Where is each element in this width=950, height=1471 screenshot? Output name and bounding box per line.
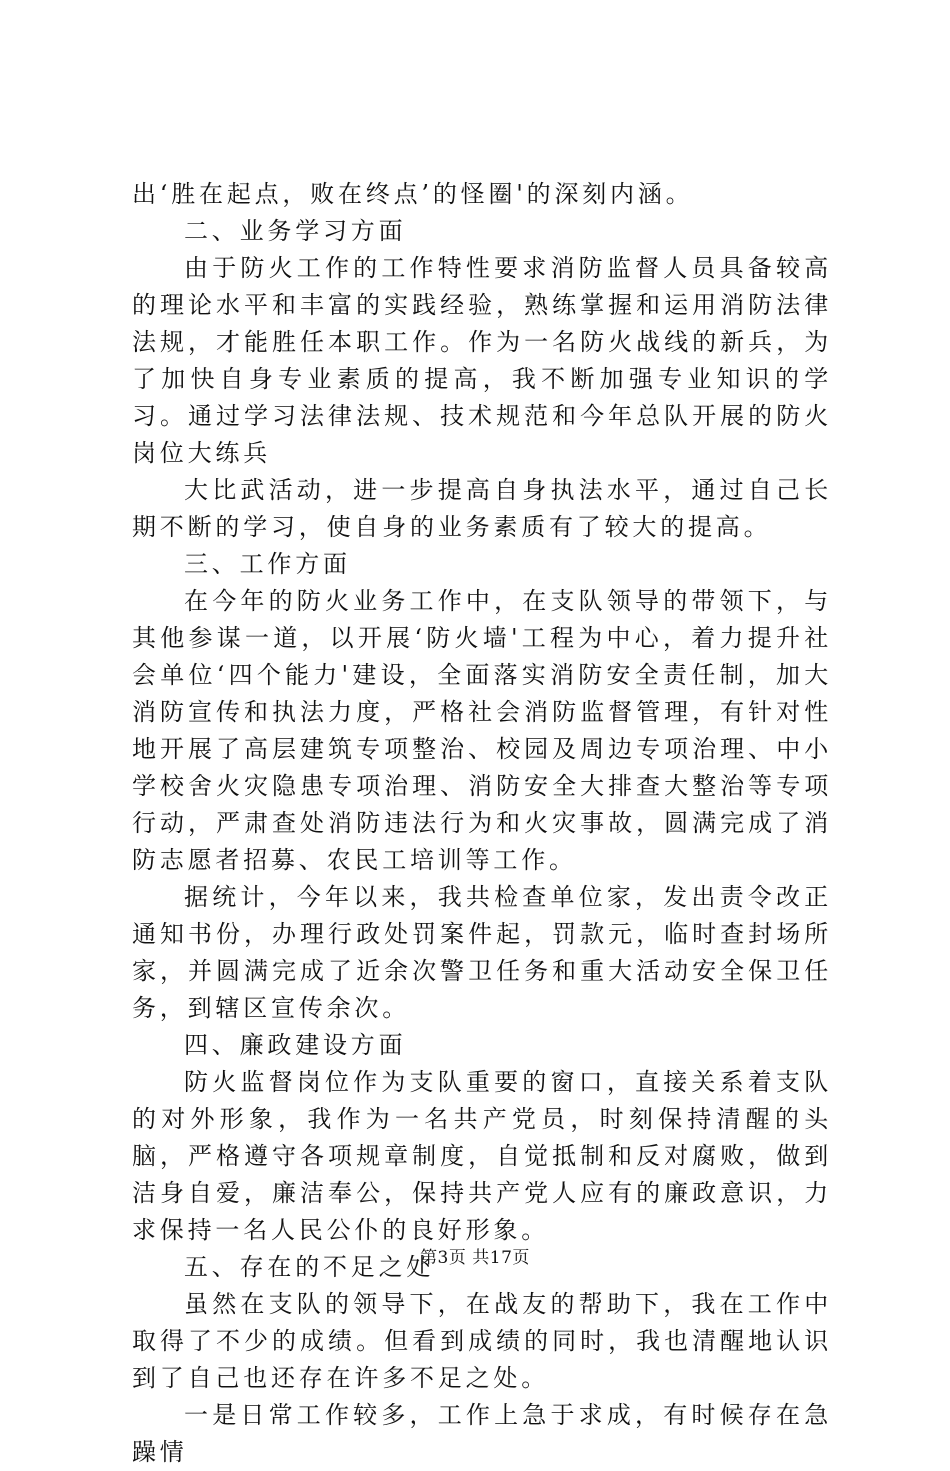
paragraph-6: 防火监督岗位作为支队重要的窗口，直接关系着支队的对外形象，我作为一名共产党员，时刻保持清醒的头脑，严格遵守各项规章制度，自觉抵制和反对腐败，做到洁身自爱，廉洁奉公，保持共产党人应有的廉政意识，力求保持一名人民公仆的良好形象。 bbox=[132, 1068, 832, 1244]
paragraph-8: 一是日常工作较多，工作上急于求成，有时候存在急躁情 bbox=[132, 1401, 832, 1466]
paragraph-3: 大比武活动，进一步提高自身执法水平，通过自己长期不断的学习，使自身的业务素质有了较大的提高。 bbox=[132, 476, 832, 541]
paragraph-5: 据统计，今年以来，我共检查单位家，发出责令改正通知书份，办理行政处罚案件起，罚款元，临时查封场所家，并圆满完成了近余次警卫任务和重大活动安全保卫任务，到辖区宣传余次。 bbox=[132, 883, 832, 1022]
section-heading-shortcomings: 五、存在的不足之处 bbox=[184, 1253, 435, 1281]
section-heading-integrity: 四、廉政建设方面 bbox=[184, 1031, 407, 1059]
page-number-footer: 第3页 共17页 bbox=[420, 1248, 530, 1268]
paragraph-7: 虽然在支队的领导下，在战友的帮助下，我在工作中取得了不少的成绩。但看到成绩的同时，我也清醒地认识到了自己也还存在许多不足之处。 bbox=[132, 1290, 832, 1392]
paragraph-4: 在今年的防火业务工作中，在支队领导的带领下，与其他参谋一道，以开展‘防火墙'工程为中心，着力提升社会单位‘四个能力'建设，全面落实消防安全责任制，加大消防宣传和执法力度，严格社会消防监督管理，有针对性地开展了高层建筑专项整治、校园及周边专项治理、中小学校舍火灾隐患专项治理、消防安全大排查大整治等专项行动，严肃查处消防违法行为和火灾事故，圆满完成了消防志愿者招募、农民工培训等工作。 bbox=[132, 587, 832, 874]
section-heading-business-study: 二、业务学习方面 bbox=[184, 217, 407, 245]
paragraph-1: 出‘胜在起点，败在终点’的怪圈'的深刻内涵。 bbox=[132, 180, 694, 208]
paragraph-2: 由于防火工作的工作特性要求消防监督人员具备较高的理论水平和丰富的实践经验，熟练掌握和运用消防法律法规，才能胜任本职工作。作为一名防火战线的新兵，为了加快自身专业素质的提高，我不断加强专业知识的学习。通过学习法律法规、技术规范和今年总队开展的防火岗位大练兵 bbox=[132, 254, 832, 467]
document-body bbox=[132, 176, 832, 1471]
section-heading-work: 三、工作方面 bbox=[184, 550, 351, 578]
